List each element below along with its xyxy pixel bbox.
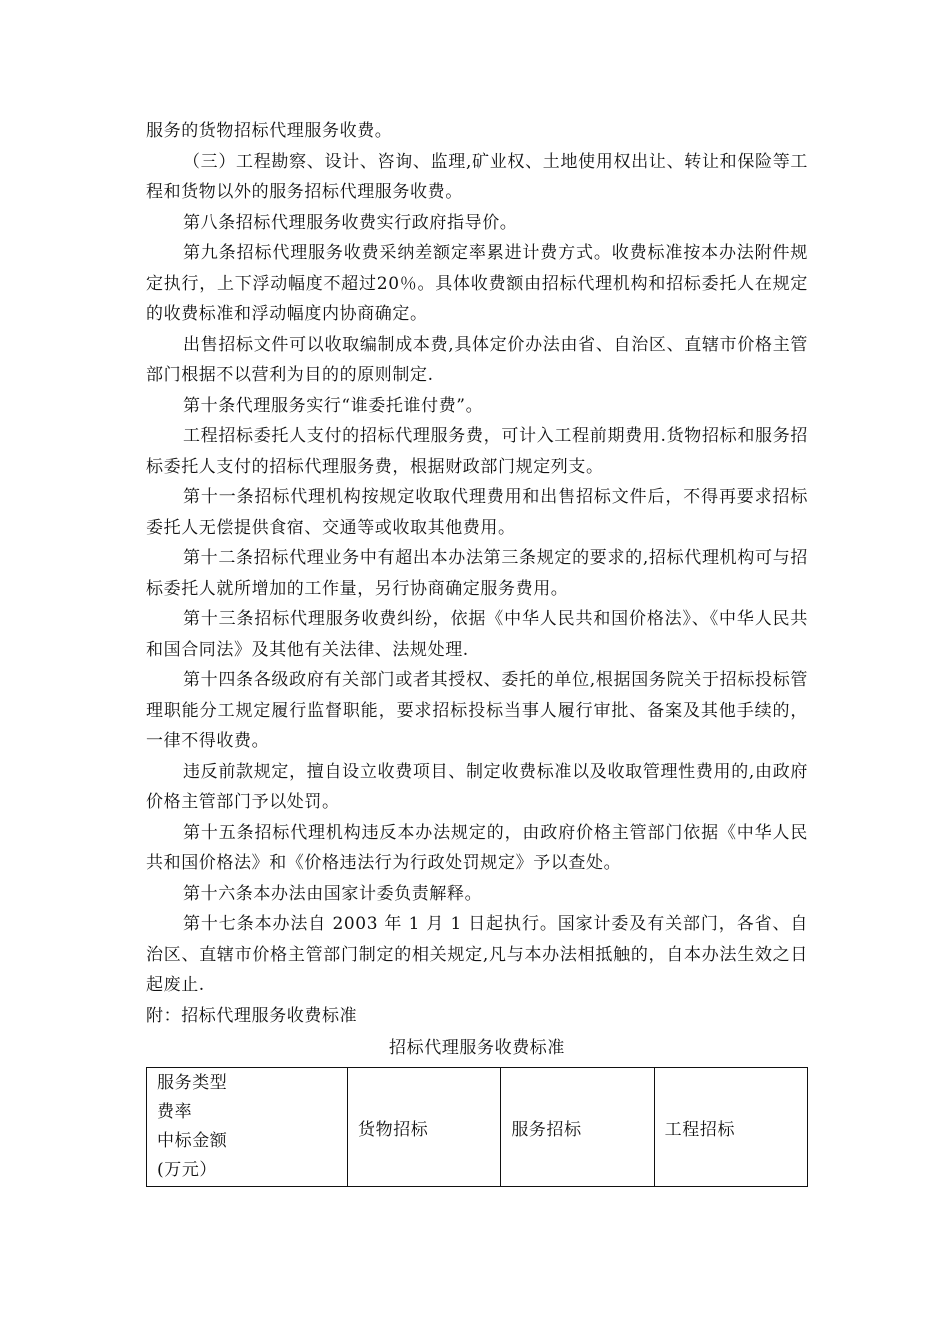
table-header-row bbox=[147, 1068, 808, 1187]
paragraph: 第十五条招标代理机构违反本办法规定的，由政府价格主管部门依据《中华人民共和国价格法》和《价格违法行为行政处罚规定》予以查处。 bbox=[146, 822, 808, 873]
header-line-unit: (万元） bbox=[157, 1160, 218, 1180]
paragraph: 工程招标委托人支付的招标代理服务费，可计入工程前期费用.货物招标和服务招标委托人支付的招标代理服务费，根据财政部门规定列支。 bbox=[146, 426, 808, 477]
document-page bbox=[146, 116, 808, 1187]
paragraph: 第十六条本办法由国家计委负责解释。 bbox=[183, 883, 483, 904]
header-line-rate: 费率 bbox=[157, 1102, 193, 1122]
header-line-bid-amount: 中标金额 bbox=[157, 1131, 228, 1151]
paragraph: 第九条招标代理服务收费采纳差额定率累进计费方式。收费标准按本办法附件规定执行，上下浮动幅度不超过20％。具体收费额由招标代理机构和招标委托人在规定的收费标准和浮动幅度内协商确定。 bbox=[146, 243, 808, 324]
paragraph: 第十条代理服务实行“谁委托谁付费”。 bbox=[183, 395, 484, 416]
diagonal-header-cell bbox=[147, 1068, 348, 1187]
paragraph: 第十四条各级政府有关部门或者其授权、委托的单位,根据国务院关于招标投标管理职能分工规定履行监督职能，要求招标投标当事人履行审批、备案及其他手续的，一律不得收费。 bbox=[146, 670, 808, 751]
paragraph: 违反前款规定，擅自设立收费项目、制定收费标准以及收取管理性费用的,由政府价格主管部门予以处罚。 bbox=[146, 761, 808, 812]
column-header-engineering: 工程招标 bbox=[654, 1068, 807, 1187]
column-header-services: 服务招标 bbox=[501, 1068, 654, 1187]
paragraph: 第十三条招标代理服务收费纠纷，依据《中华人民共和国价格法》、《中华人民共和国合同法》及其他有关法律、法规处理. bbox=[146, 609, 808, 660]
paragraph: （三）工程勘察、设计、咨询、监理,矿业权、土地使用权出让、转让和保险等工程和货物以外的服务招标代理服务收费。 bbox=[146, 151, 808, 202]
paragraph: 第十二条招标代理业务中有超出本办法第三条规定的要求的,招标代理机构可与招标委托人就所增加的工作量，另行协商确定服务费用。 bbox=[146, 548, 808, 599]
body-text bbox=[146, 116, 808, 1031]
paragraph: 出售招标文件可以收取编制成本费,具体定价办法由省、自治区、直辖市价格主管部门根据不以营利为目的的原则制定. bbox=[146, 334, 808, 385]
appendix-note: 附：招标代理服务收费标准 bbox=[146, 1005, 358, 1026]
paragraph: 第十七条本办法自 2003 年 1 月 1 日起执行。国家计委及有关部门，各省、自治区、直辖市价格主管部门制定的相关规定,凡与本办法相抵触的，自本办法生效之日起废止. bbox=[146, 914, 808, 995]
header-line-service-type: 服务类型 bbox=[157, 1073, 228, 1093]
fee-standard-table bbox=[146, 1067, 808, 1187]
paragraph: 服务的货物招标代理服务收费。 bbox=[146, 121, 393, 141]
table-title: 招标代理服务收费标准 bbox=[389, 1038, 565, 1058]
paragraph: 第八条招标代理服务收费实行政府指导价。 bbox=[183, 212, 518, 233]
column-header-goods: 货物招标 bbox=[348, 1068, 501, 1187]
paragraph: 第十一条招标代理机构按规定收取代理费用和出售招标文件后，不得再要求招标委托人无偿提供食宿、交通等或收取其他费用。 bbox=[146, 487, 808, 538]
